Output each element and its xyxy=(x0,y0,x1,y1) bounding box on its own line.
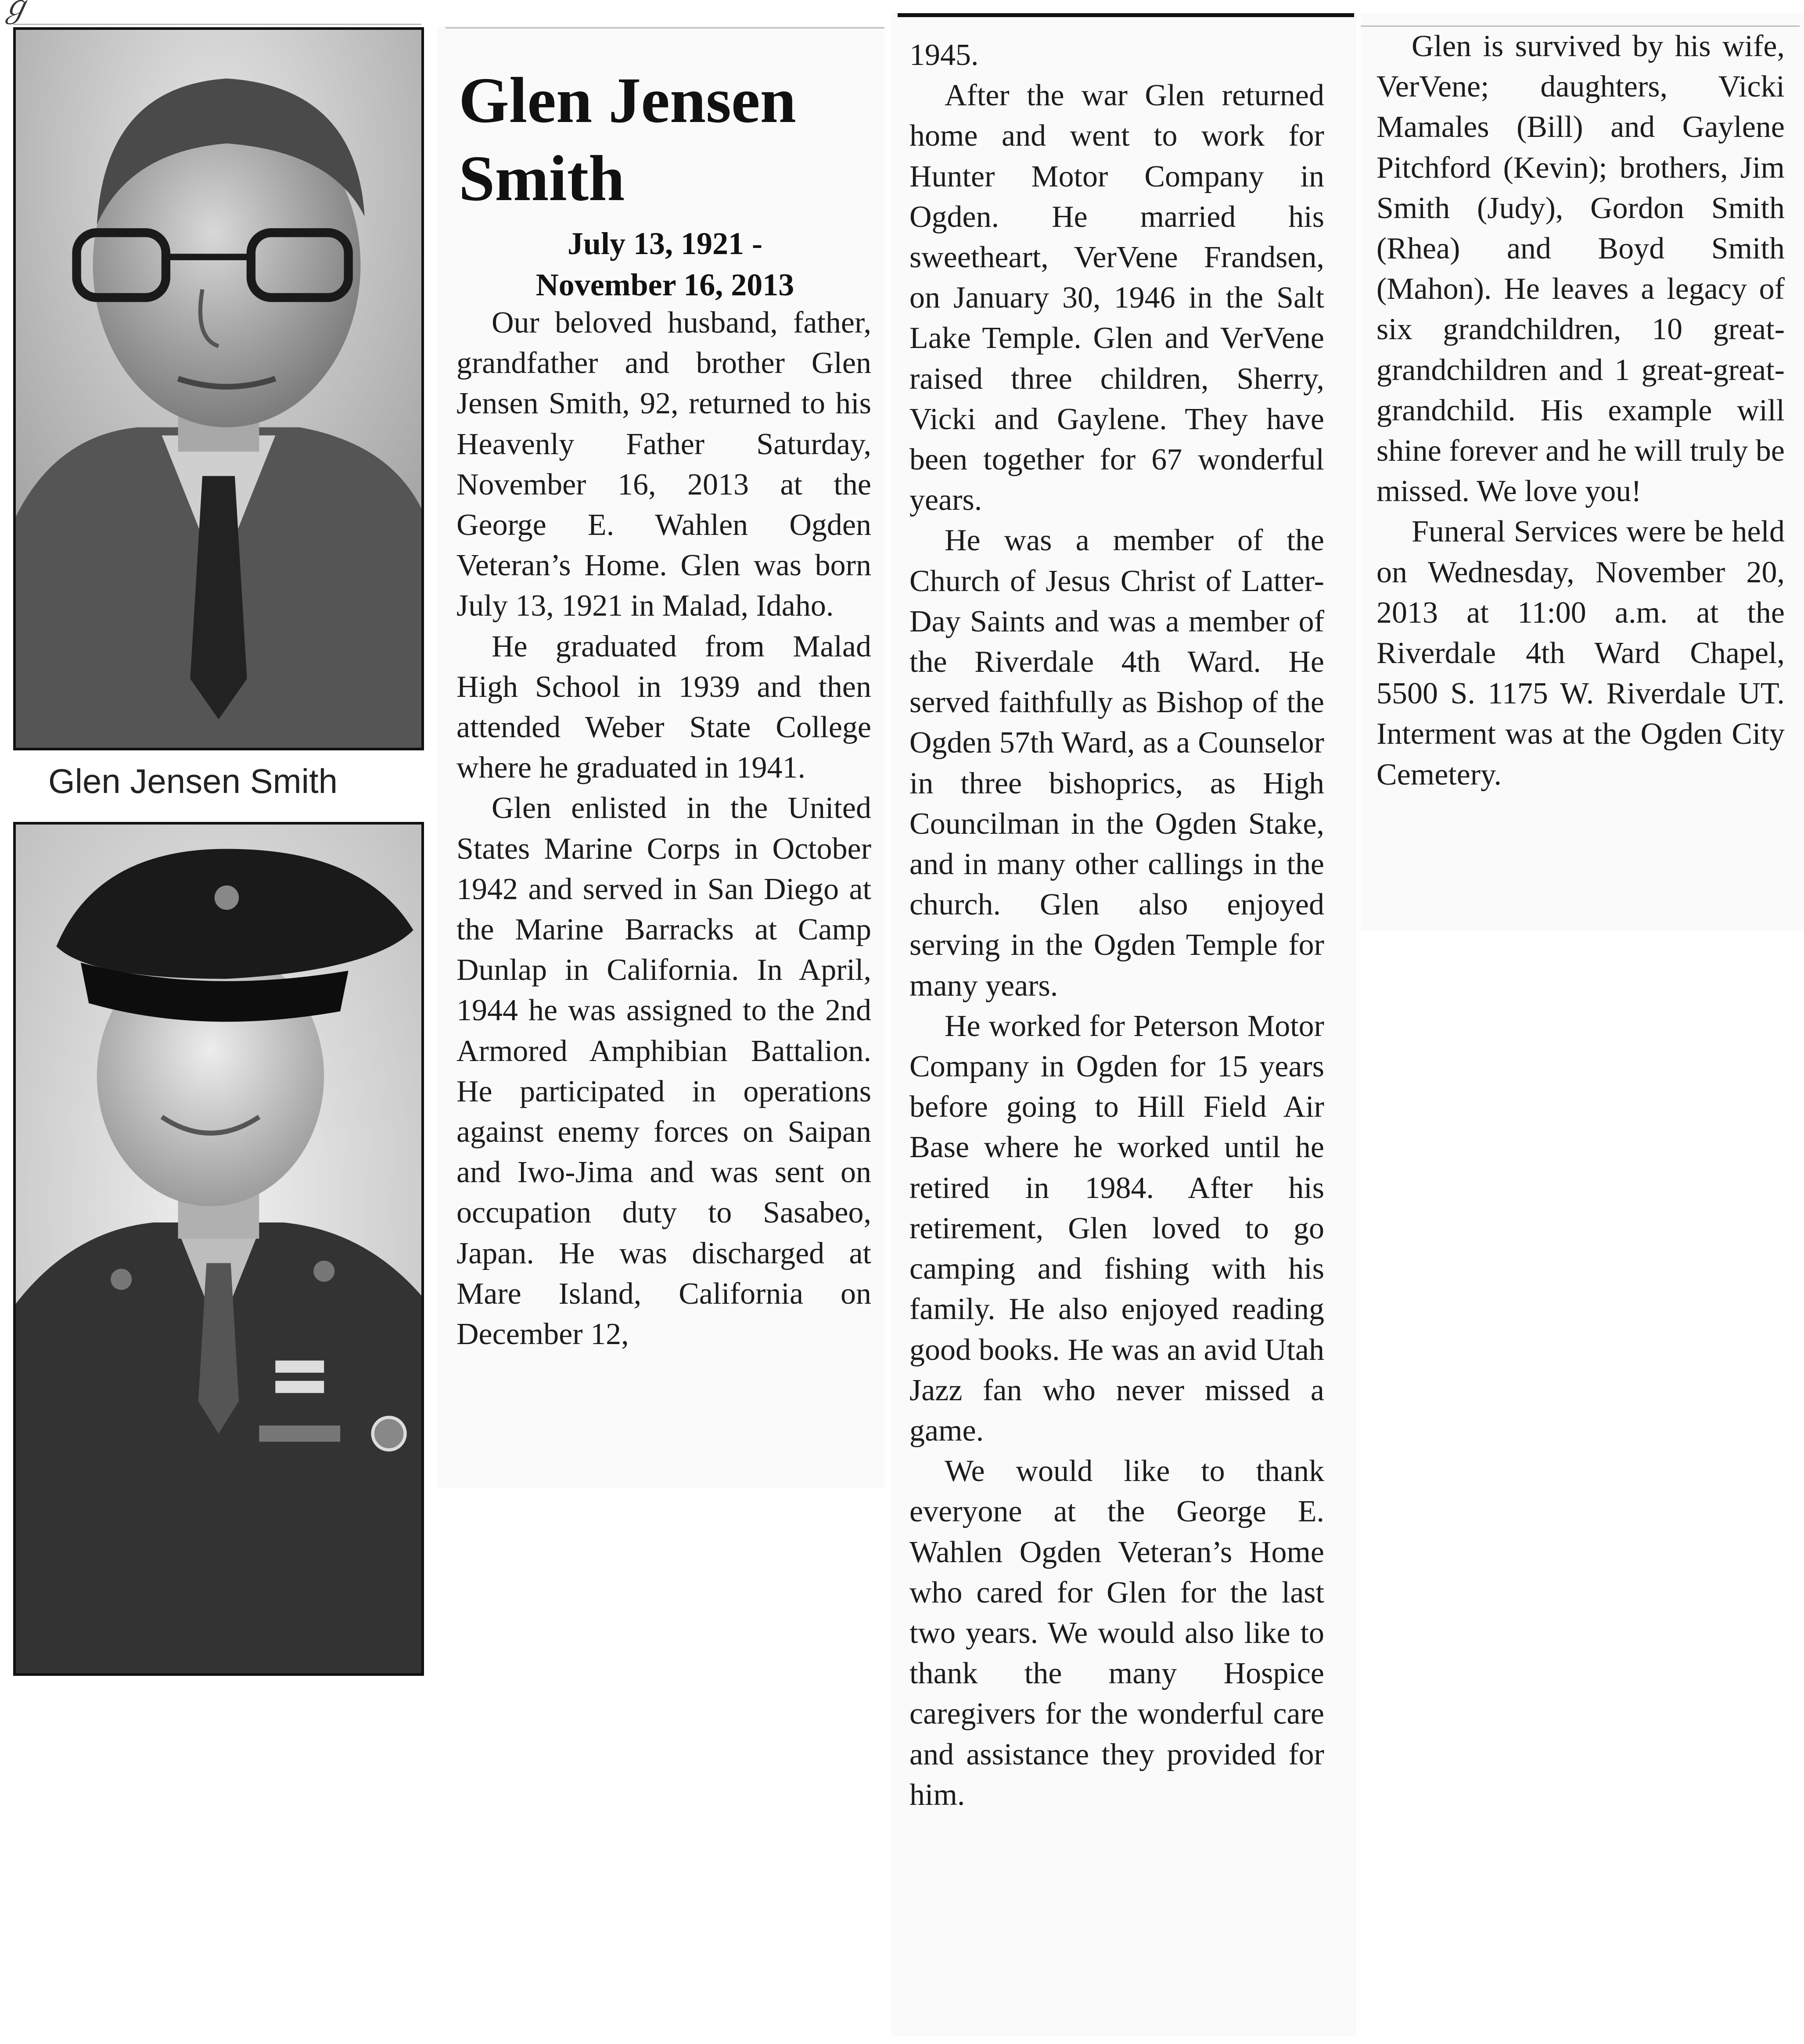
life-dates xyxy=(459,223,871,305)
paragraph-1945: 1945. xyxy=(909,38,979,72)
paragraph-intro: Our beloved husband, father, grandfather and brother Glen Jensen Smith, 92, returned to his Heavenly Father Saturday, November 16, 2013 at the George E. Wahlen Ogden Veteran’s Home. Glen was born July 13, 1921 in Malad, Idaho. xyxy=(456,306,871,623)
death-date: November 16, 2013 xyxy=(535,267,794,302)
paragraph-thanks: We would like to thank everyone at the George E. Wahlen Ogden Veteran’s Home who cared for Glen for the last two years. We would also like to thank the many Hospice caregivers for the wonderful care and assistance they provided for him. xyxy=(909,1454,1324,1812)
top-rule-col2 xyxy=(898,13,1354,17)
paragraph-after-war: After the war Glen returned home and went to work for Hunter Motor Company in Ogden. He married his sweetheart, VerVene Frandsen, on January 30, 1946 in the Salt Lake Temple. Glen and VerVene raised three children, Sherry, Vicki and Gaylene. They have been together for 67 wonderful years. xyxy=(909,79,1324,517)
text-column-1 xyxy=(456,303,871,1355)
paragraph-services: Funeral Services were be held on Wednesday, November 20, 2013 at 11:00 a.m. at the Riverdale 4th Ward Chapel, 5500 S. 1175 W. Riverdale UT. Interment was at the Ogden City Cemetery. xyxy=(1376,515,1785,792)
paragraph-survivors: Glen is survived by his wife, VerVene; daughters, Vicki Mamales (Bill) and Gaylene Pitchford (Kevin); brothers, Jim Smith (Judy), Gordon Smith (Rhea) and Boyd Smith (Mahon). He leaves a legacy of six grandchildren, 10 great-grandchildren and 1 great-great-grandchild. His example will shine forever and he will truly be missed. We love you! xyxy=(1376,29,1785,509)
portrait-photo xyxy=(13,27,424,750)
text-column-3 xyxy=(1376,26,1785,795)
text-column-2 xyxy=(909,35,1324,1815)
paragraph-church: He was a member of the Church of Jesus Christ of Latter-Day Saints and was a member of the Riverdale 4th Ward. He served faithfully as Bishop of the Ogden 57th Ward, as a Counselor in three bishoprics, as High Councilman in the Ogden Stake, and in many other callings in the church. Glen also enjoyed serving in the Ogden Temple for many years. xyxy=(909,524,1324,1003)
top-rule-left xyxy=(13,24,421,25)
portrait-image xyxy=(16,30,421,748)
paragraph-career: He worked for Peterson Motor Company in Ogden for 15 years before going to Hill Field Air Base where he worked until he retired in 1984. After his retirement, Glen loved to go camping and fishing with his family. He also enjoyed reading good books. He was an avid Utah Jazz fan who never missed a game. xyxy=(909,1009,1324,1448)
corner-mark: ℊ xyxy=(0,0,31,24)
obituary-name-heading: Glen Jensen Smith xyxy=(459,65,796,215)
top-rule-col1 xyxy=(446,27,884,29)
paragraph-military: Glen enlisted in the United States Marine Corps in October 1942 and served in San Diego at the Marine Barracks at Camp Dunlap in California. In April, 1944 he was assigned to the 2nd Armored Amphibian Battalion. He participated in operations against enemy forces on Saipan and Iwo-Jima and was sent on occupation duty to Sasabeo, Japan. He was discharged at Mare Island, California on December 12, xyxy=(456,791,871,1352)
military-photo xyxy=(13,822,424,1676)
portrait-caption: Glen Jensen Smith xyxy=(48,762,338,800)
birth-date: July 13, 1921 - xyxy=(567,226,763,261)
paragraph-education: He graduated from Malad High School in 1939 and then attended Weber State College where he graduated in 1941. xyxy=(456,629,871,785)
military-image xyxy=(16,825,421,1673)
